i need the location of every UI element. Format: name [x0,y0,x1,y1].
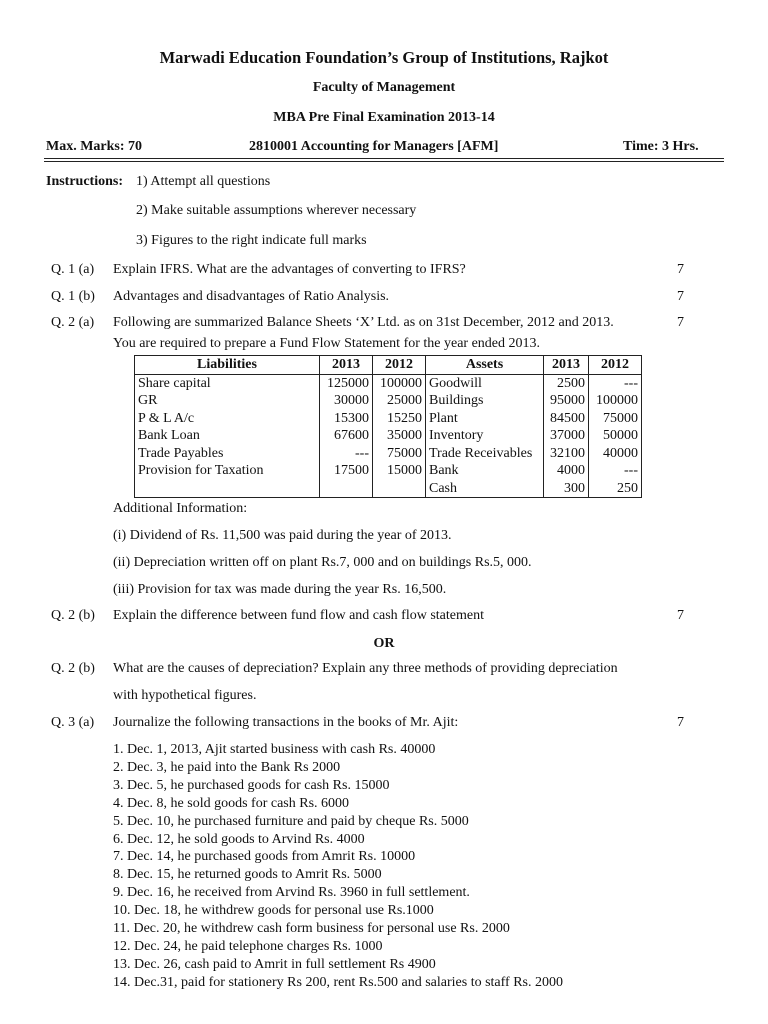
faculty-title: Faculty of Management [312,80,456,95]
table-row [135,480,642,498]
table-cell: 40000 [589,445,642,463]
additional-info-item: (iii) Provision for tax was made during the year Rs. 16,500. [113,582,447,597]
question-marks: 7 [677,608,684,623]
table-cell: Plant [426,410,544,428]
table-cell [135,480,320,498]
list-item: 13. Dec. 26, cash paid to Amrit in full settlement Rs 4900 [113,956,436,972]
table-cell: Buildings [426,392,544,410]
question-text: Advantages and disadvantages of Ratio Analysis. [113,289,390,304]
question-number: Q. 2 (b) [51,661,95,676]
question-marks: 7 [677,715,684,730]
list-item: 1. Dec. 1, 2013, Ajit started business with cash Rs. 40000 [113,742,436,757]
table-cell: 30000 [320,392,373,410]
question-marks: 7 [677,289,684,304]
balance-sheet-table [134,355,642,498]
question-text: Journalize the following transactions in the books of Mr. Ajit: [113,715,459,730]
question-number: Q. 2 (a) [51,315,95,330]
table-cell: Provision for Taxation [135,462,320,480]
instruction-item: 1) Attempt all questions [136,174,271,189]
table-cell: 32100 [544,445,589,463]
table-cell: Trade Receivables [426,445,544,463]
list-item: 7. Dec. 14, he purchased goods from Amrit Rs. 10000 [113,849,416,865]
table-cell: 35000 [373,427,426,445]
table-cell: 100000 [589,392,642,410]
table-cell: --- [589,462,642,480]
additional-info-item: (i) Dividend of Rs. 11,500 was paid during the year of 2013. [113,528,452,543]
column-header: Liabilities [135,356,320,375]
table-cell [373,480,426,498]
question-text: Explain the difference between fund flow and cash flow statement [113,608,484,623]
table-cell: Cash [426,480,544,498]
table-cell: 15000 [373,462,426,480]
table-row [135,427,642,445]
table-cell: 4000 [544,462,589,480]
table-cell: P & L A/c [135,410,320,428]
table-cell: 84500 [544,410,589,428]
table-cell: 250 [589,480,642,498]
table-row [135,462,642,480]
table-cell: 67600 [320,427,373,445]
header-rule-2 [44,161,724,162]
table-cell: Bank [426,462,544,480]
table-cell: Goodwill [426,374,544,392]
table-cell: 75000 [373,445,426,463]
table-cell: GR [135,392,320,410]
instruction-item: 3) Figures to the right indicate full marks [136,233,367,248]
table-cell: 17500 [320,462,373,480]
institution-title: Marwadi Education Foundation’s Group of Institutions, Rajkot [159,48,609,67]
list-item: 8. Dec. 15, he returned goods to Amrit Rs. 5000 [113,867,382,883]
table-cell: --- [320,445,373,463]
column-header: Assets [426,356,544,375]
question-text-continued: with hypothetical figures. [113,688,257,703]
table-cell: 100000 [373,374,426,392]
table-cell: 15300 [320,410,373,428]
subject-code: 2810001 Accounting for Managers [AFM] [249,139,499,154]
question-text-continued: You are required to prepare a Fund Flow Statement for the year ended 2013. [113,336,541,351]
table-cell: Bank Loan [135,427,320,445]
table-cell: 95000 [544,392,589,410]
column-header: 2012 [589,356,642,375]
column-header: 2013 [320,356,373,375]
table-cell: 2500 [544,374,589,392]
table-cell: --- [589,374,642,392]
list-item: 2. Dec. 3, he paid into the Bank Rs 2000 [113,759,341,775]
table-cell: 25000 [373,392,426,410]
table-cell: 37000 [544,427,589,445]
time-allowed: Time: 3 Hrs. [623,139,699,154]
column-header: 2013 [544,356,589,375]
table-row [135,410,642,428]
table-cell: Share capital [135,374,320,392]
table-cell [320,480,373,498]
table-cell: 15250 [373,410,426,428]
list-item: 11. Dec. 20, he withdrew cash form business for personal use Rs. 2000 [113,921,510,937]
or-divider: OR [373,636,395,651]
list-item: 14. Dec.31, paid for stationery Rs 200, rent Rs.500 and salaries to staff Rs. 2000 [113,974,564,990]
column-header: 2012 [373,356,426,375]
table-cell: 125000 [320,374,373,392]
list-item: 3. Dec. 5, he purchased goods for cash Rs. 15000 [113,777,390,793]
question-text: Following are summarized Balance Sheets ‘X’ Ltd. as on 31st December, 2012 and 2013. [113,315,614,330]
question-marks: 7 [677,315,684,330]
table-cell: 75000 [589,410,642,428]
instruction-item: 2) Make suitable assumptions wherever necessary [136,203,417,218]
header-rule [44,158,724,159]
table-row [135,445,642,463]
question-text: Explain IFRS. What are the advantages of converting to IFRS? [113,262,466,277]
additional-info-item: (ii) Depreciation written off on plant Rs.7, 000 and on buildings Rs.5, 000. [113,555,532,570]
table-row [135,392,642,410]
question-number: Q. 1 (b) [51,289,95,304]
table-row [135,374,642,392]
list-item: 6. Dec. 12, he sold goods to Arvind Rs. 4000 [113,831,365,847]
list-item: 10. Dec. 18, he withdrew goods for personal use Rs.1000 [113,903,434,919]
transaction-list [113,741,563,992]
max-marks: Max. Marks: 70 [46,139,143,154]
table-cell: 300 [544,480,589,498]
question-number: Q. 2 (b) [51,608,95,623]
additional-info-label: Additional Information: [113,501,248,516]
table-cell: Trade Payables [135,445,320,463]
question-text: What are the causes of depreciation? Explain any three methods of providing depreciation [113,661,618,676]
list-item: 4. Dec. 8, he sold goods for cash Rs. 6000 [113,795,350,811]
list-item: 5. Dec. 10, he purchased furniture and paid by cheque Rs. 5000 [113,813,469,829]
instructions-label: Instructions: [46,174,124,189]
exam-title: MBA Pre Final Examination 2013-14 [273,110,495,125]
question-marks: 7 [677,262,684,277]
list-item: 9. Dec. 16, he received from Arvind Rs. 3960 in full settlement. [113,885,470,901]
table-header-row [135,356,642,375]
question-number: Q. 1 (a) [51,262,95,277]
table-cell: 50000 [589,427,642,445]
list-item: 12. Dec. 24, he paid telephone charges Rs. 1000 [113,938,383,954]
question-number: Q. 3 (a) [51,715,95,730]
table-cell: Inventory [426,427,544,445]
